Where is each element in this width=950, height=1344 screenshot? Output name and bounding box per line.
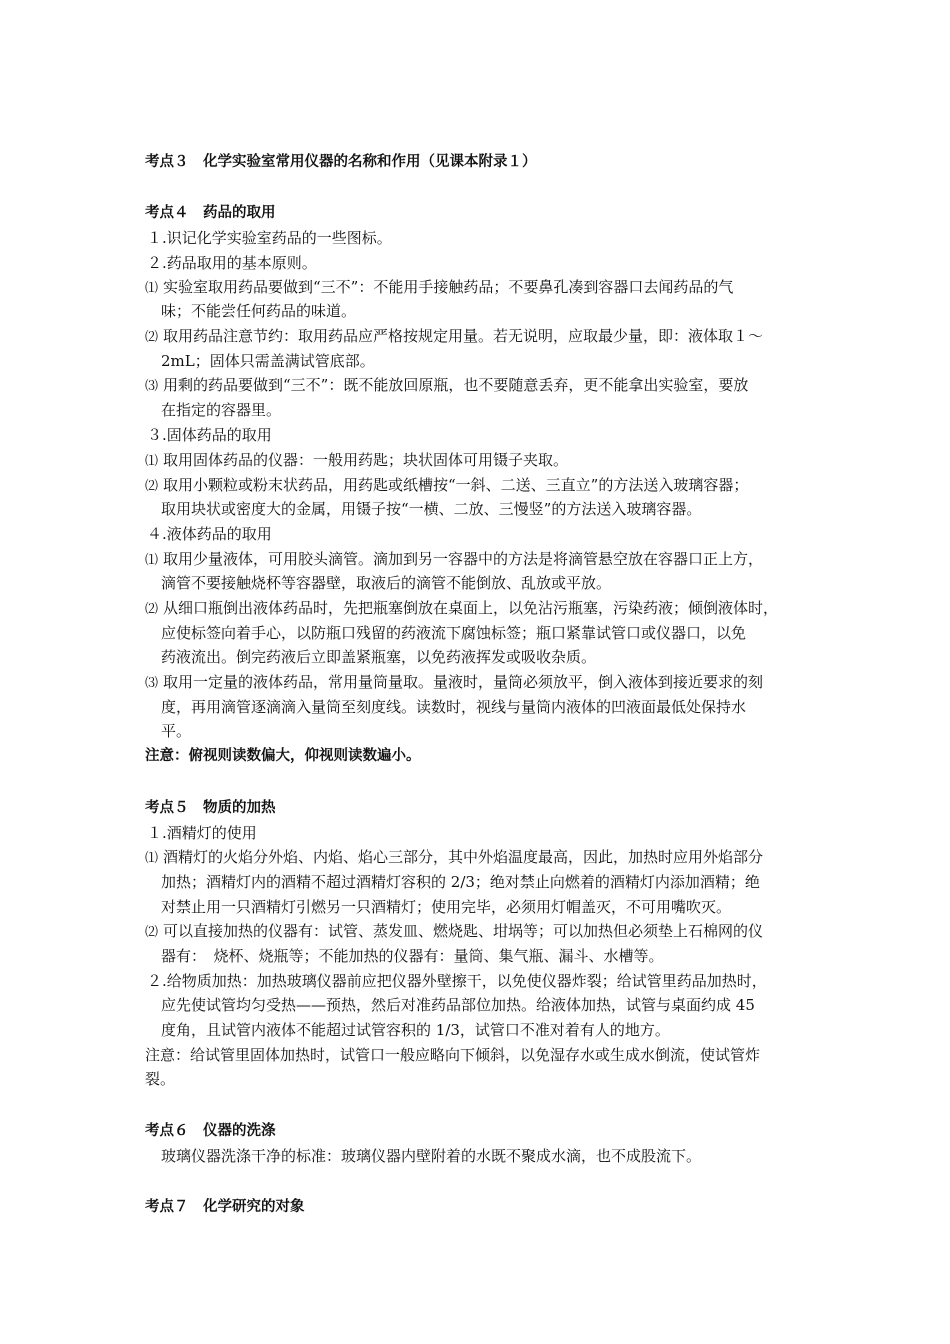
paragraph-continuation: 对禁止用一只酒精灯引燃另一只酒精灯；使用完毕，必须用灯帽盖灭，不可用嘴吹灭。 bbox=[161, 898, 732, 916]
note-text: 注意：给试管里固体加热时，试管口一般应略向下倾斜，以免湿存水或生成水倒流，使试管炸 bbox=[145, 1046, 761, 1064]
subsection-1: １.酒精灯的使用 bbox=[147, 824, 257, 842]
subsection-2: ２.药品取用的基本原则。 bbox=[147, 254, 317, 272]
paragraph-continuation: 度，再用滴管逐滴滴入量筒至刻度线。读数时，视线与量筒内液体的凹液面最低处保持水 bbox=[161, 698, 747, 716]
paragraph-item bbox=[145, 596, 778, 622]
paragraph-continuation: 滴管不要接触烧杯等容器壁，取液后的滴管不能倒放、乱放或平放。 bbox=[161, 574, 612, 592]
item-number: ⑶ bbox=[145, 676, 159, 691]
note-bold: 注意：俯视则读数偏大，仰视则读数遍小。 bbox=[145, 748, 421, 764]
paragraph-item bbox=[145, 845, 763, 871]
item-number: ⑴ bbox=[145, 553, 159, 568]
section-title-kd3: 考点３ 化学实验室常用仪器的名称和作用（见课本附录１） bbox=[145, 154, 537, 170]
subsection-2: ２.给物质加热：加热玻璃仪器前应把仪器外壁擦干，以免使仪器炸裂；给试管里药品加热时， bbox=[147, 972, 767, 990]
item-text: 取用少量液体，可用胶头滴管。滴加到另一容器中的方法是将滴管悬空放在容器口正上方， bbox=[163, 550, 764, 568]
item-number: ⑴ bbox=[145, 851, 159, 866]
item-number: ⑵ bbox=[145, 330, 159, 345]
item-number: ⑴ bbox=[145, 281, 159, 296]
item-text: 实验室取用药品要做到“三不”：不能用手接触药品；不要鼻孔凑到容器口去闻药品的气 bbox=[163, 278, 734, 296]
paragraph-item bbox=[145, 373, 748, 399]
section-title-kd6: 考点６ 仪器的洗涤 bbox=[145, 1123, 276, 1139]
paragraph-item bbox=[145, 324, 763, 350]
item-number: ⑵ bbox=[145, 479, 159, 494]
paragraph-continuation: 取用块状或密度大的金属，用镊子按“一横、二放、三慢竖”的方法送入玻璃容器。 bbox=[161, 500, 702, 518]
subsection-1: １.识记化学实验室药品的一些图标。 bbox=[147, 229, 392, 247]
item-number: ⑴ bbox=[145, 454, 159, 469]
item-text: 取用一定量的液体药品，常用量筒量取。量液时，量筒必须放平，倒入液体到接近要求的刻 bbox=[163, 673, 764, 691]
paragraph-item bbox=[145, 547, 763, 573]
paragraph-item bbox=[145, 670, 763, 696]
subsection-4: ４.液体药品的取用 bbox=[147, 525, 272, 543]
paragraph-continuation: 应使标签向着手心，以防瓶口残留的药液流下腐蚀标签；瓶口紧靠试管口或仪器口，以免 bbox=[161, 624, 747, 642]
paragraph-continuation: 应先使试管均匀受热——预热，然后对准药品部位加热。给液体加热，试管与桌面约成 45 bbox=[161, 996, 755, 1014]
paragraph-continuation: 加热；酒精灯内的酒精不超过酒精灯容积的 2/3；绝对禁止向燃着的酒精灯内添加酒精；绝 bbox=[161, 873, 760, 891]
item-text: 从细口瓶倒出液体药品时，先把瓶塞倒放在桌面上，以免沾污瓶塞，污染药液；倾倒液体时， bbox=[163, 599, 779, 617]
paragraph-continuation: 平。 bbox=[161, 722, 192, 740]
paragraph-continuation: 味；不能尝任何药品的味道。 bbox=[161, 302, 357, 320]
paragraph-item bbox=[145, 448, 568, 474]
note-continuation: 裂。 bbox=[145, 1070, 176, 1088]
item-number: ⑵ bbox=[145, 925, 159, 940]
item-text: 可以直接加热的仪器有：试管、蒸发皿、燃烧匙、坩埚等；可以加热但必须垫上石棉网的仪 bbox=[163, 922, 764, 940]
paragraph-item bbox=[145, 473, 748, 499]
paragraph-text: 玻璃仪器洗涤干净的标准：玻璃仪器内壁附着的水既不聚成水滴，也不成股流下。 bbox=[161, 1147, 702, 1165]
section-title-kd5: 考点５ 物质的加热 bbox=[145, 800, 276, 816]
section-title-kd7: 考点７ 化学研究的对象 bbox=[145, 1199, 305, 1215]
item-number: ⑵ bbox=[145, 602, 159, 617]
subsection-3: ３.固体药品的取用 bbox=[147, 426, 272, 444]
paragraph-continuation: 药液流出。倒完药液后立即盖紧瓶塞，以免药液挥发或吸收杂质。 bbox=[161, 648, 597, 666]
item-number: ⑶ bbox=[145, 379, 159, 394]
paragraph-item bbox=[145, 275, 733, 301]
item-text: 取用药品注意节约：取用药品应严格按规定用量。若无说明，应取最少量，即：液体取１～ bbox=[163, 327, 764, 345]
paragraph-continuation: 度角，且试管内液体不能超过试管容积的 1/3，试管口不准对着有人的地方。 bbox=[161, 1021, 670, 1039]
item-text: 用剩的药品要做到“三不”：既不能放回原瓶，也不要随意丢弃，更不能拿出实验室，要放 bbox=[163, 376, 749, 394]
paragraph-item bbox=[145, 919, 763, 945]
paragraph-continuation: 器有： 烧杯、烧瓶等；不能加热的仪器有：量筒、集气瓶、漏斗、水槽等。 bbox=[161, 947, 664, 965]
paragraph-continuation: 在指定的容器里。 bbox=[161, 401, 282, 419]
paragraph-continuation: 2mL；固体只需盖满试管底部。 bbox=[161, 352, 375, 370]
section-title-kd4: 考点４ 药品的取用 bbox=[145, 205, 276, 221]
item-text: 酒精灯的火焰分外焰、内焰、焰心三部分，其中外焰温度最高，因此，加热时应用外焰部分 bbox=[163, 848, 764, 866]
item-text: 取用小颗粒或粉末状药品，用药匙或纸槽按“一斜、二送、三直立”的方法送入玻璃容器； bbox=[163, 476, 749, 494]
item-text: 取用固体药品的仪器：一般用药匙；块状固体可用镊子夹取。 bbox=[163, 451, 569, 469]
